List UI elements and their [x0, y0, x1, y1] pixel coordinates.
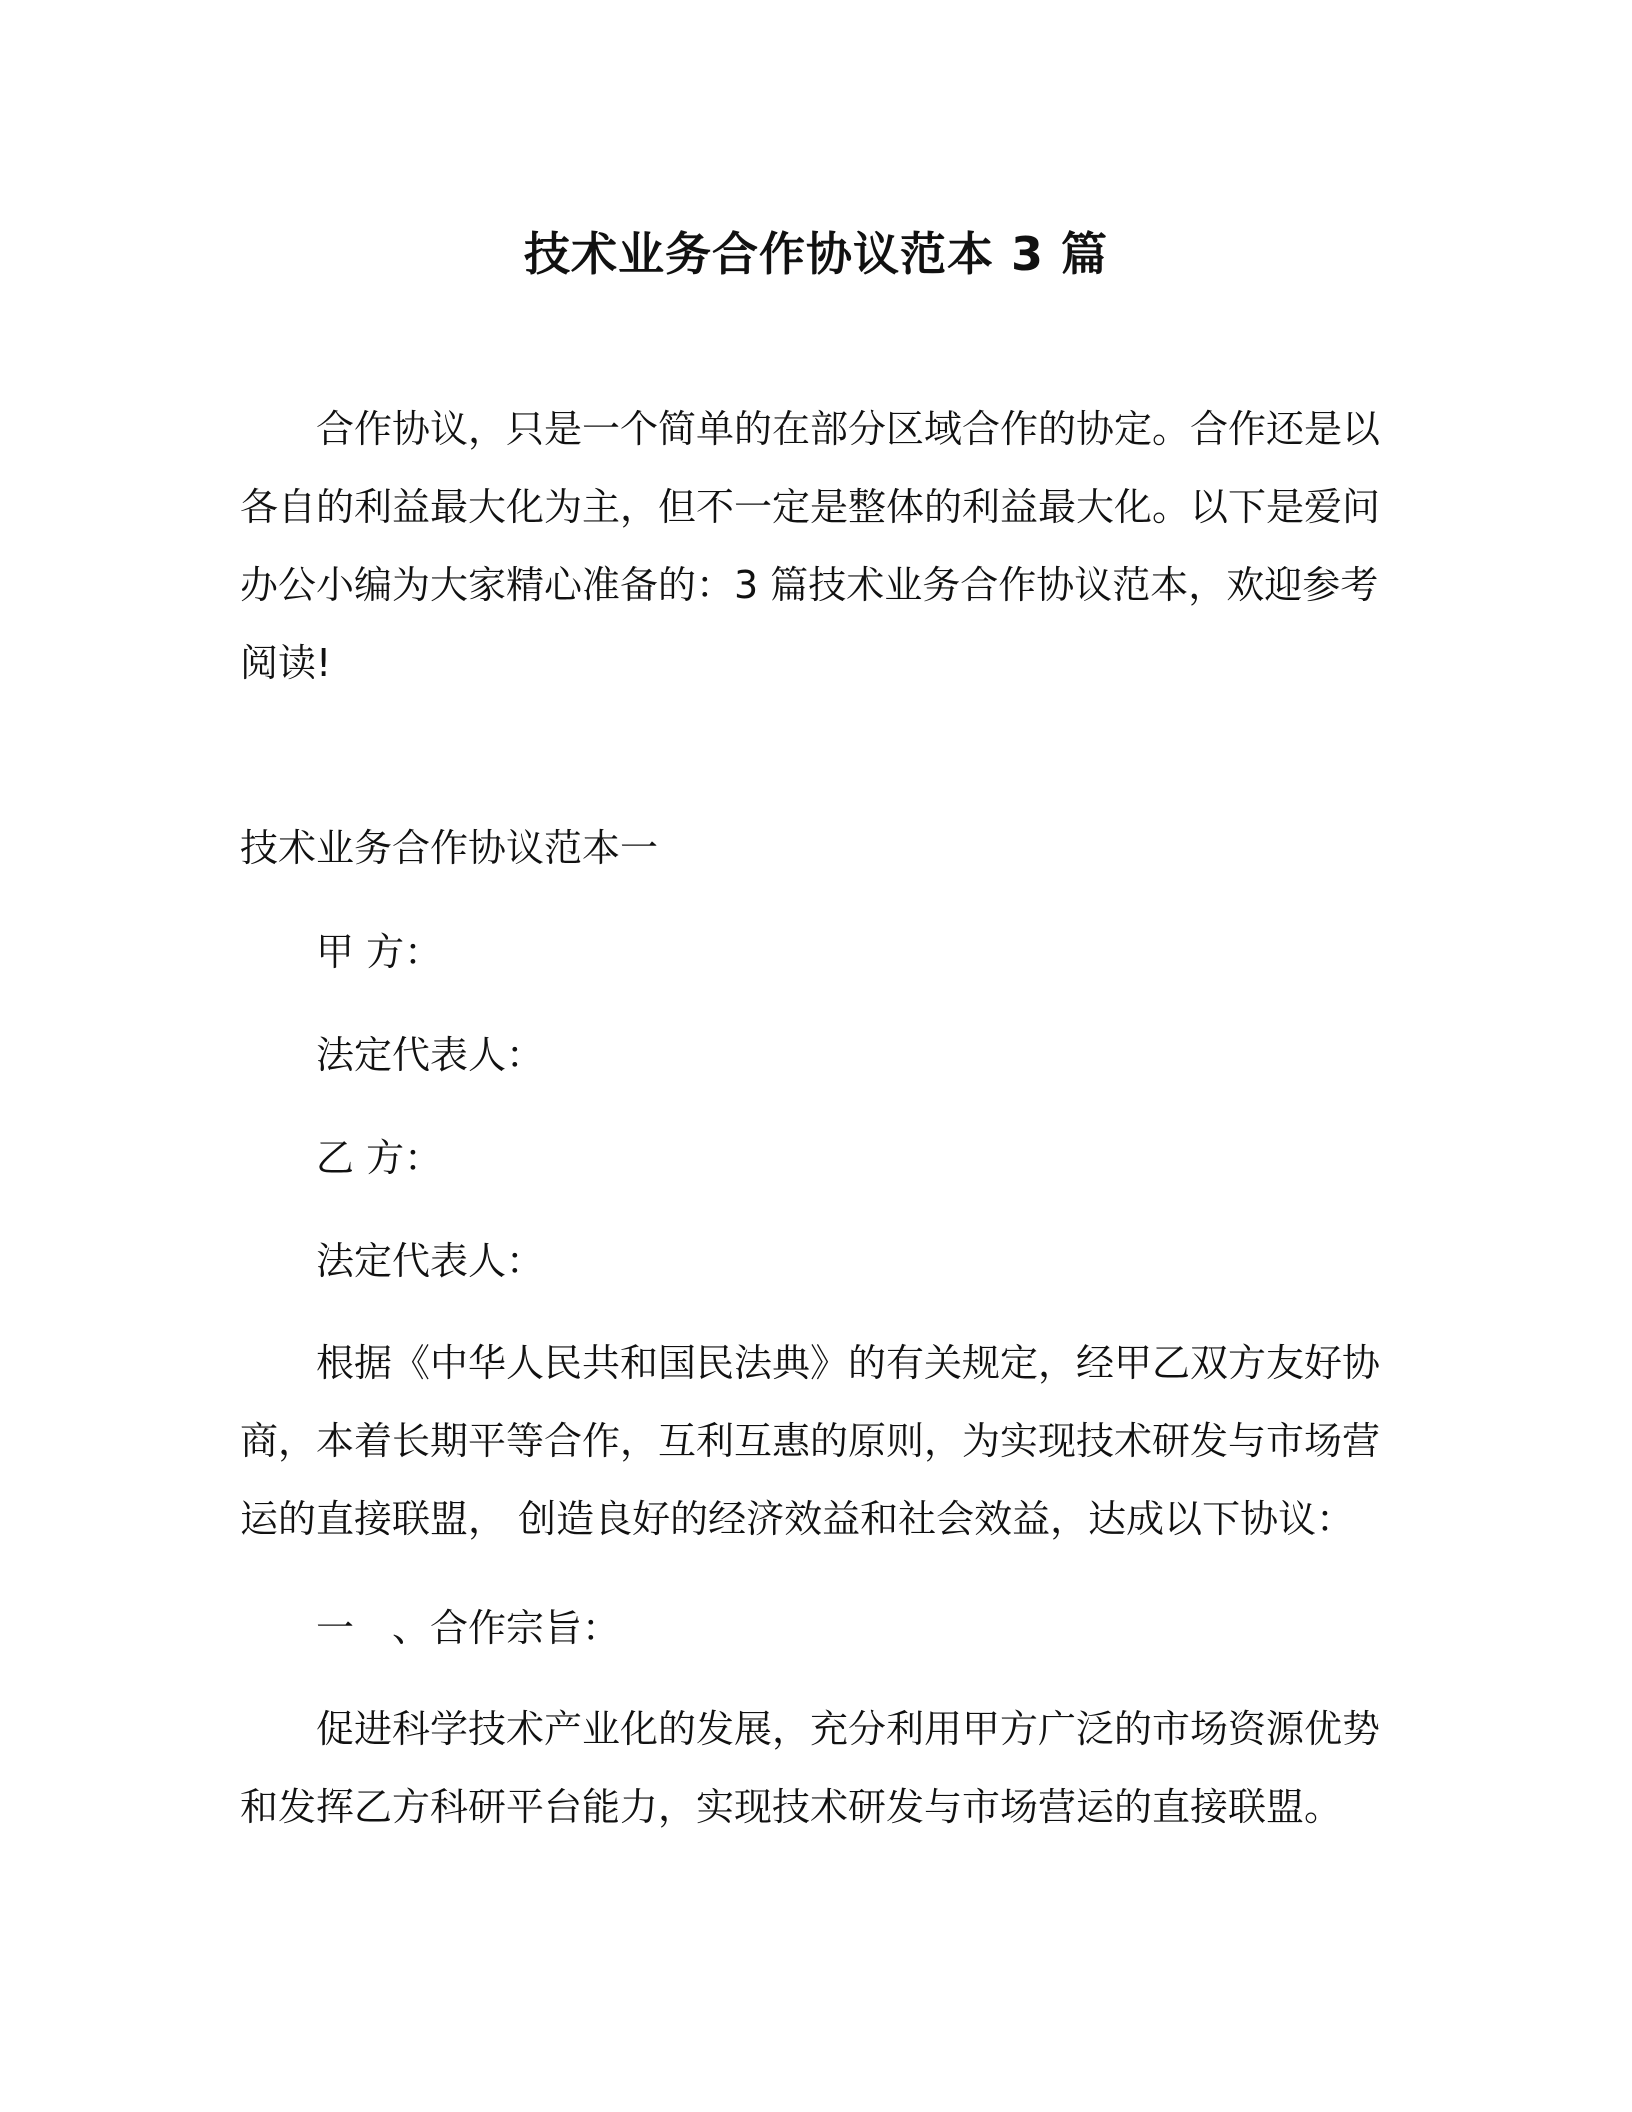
clause-1-body: 促进科学技术产业化的发展，充分利用甲方广泛的市场资源优势和发挥乙方科研平台能力，实现技术研发与市场营运的直接联盟。 — [240, 1707, 1381, 1829]
party-b-representative-label: 法定代表人： — [316, 1239, 545, 1283]
intro-paragraph: 合作协议，只是一个简单的在部分区域合作的协定。合作还是以各自的利益最大化为主，但不一定是整体的利益最大化。以下是爱问办公小编为大家精心准备的：3 篇技术业务合作协议范本，欢迎参考阅读! — [240, 407, 1381, 685]
party-b-label: 乙 方： — [316, 1136, 443, 1180]
section-title: 技术业务合作协议范本一 — [240, 826, 659, 870]
party-a-representative-label: 法定代表人： — [316, 1033, 545, 1077]
preamble-paragraph: 根据《中华人民共和国民法典》的有关规定，经甲乙双方友好协商，本着长期平等合作，互利互惠的原则，为实现技术研发与市场营运的直接联盟， 创造良好的经济效益和社会效益，达成以下协议： — [240, 1341, 1381, 1541]
document-title: 技术业务合作协议范本 3 篇 — [523, 227, 1109, 281]
party-a-label: 甲 方： — [316, 930, 443, 974]
clause-1-heading: 一 、合作宗旨： — [316, 1606, 621, 1650]
